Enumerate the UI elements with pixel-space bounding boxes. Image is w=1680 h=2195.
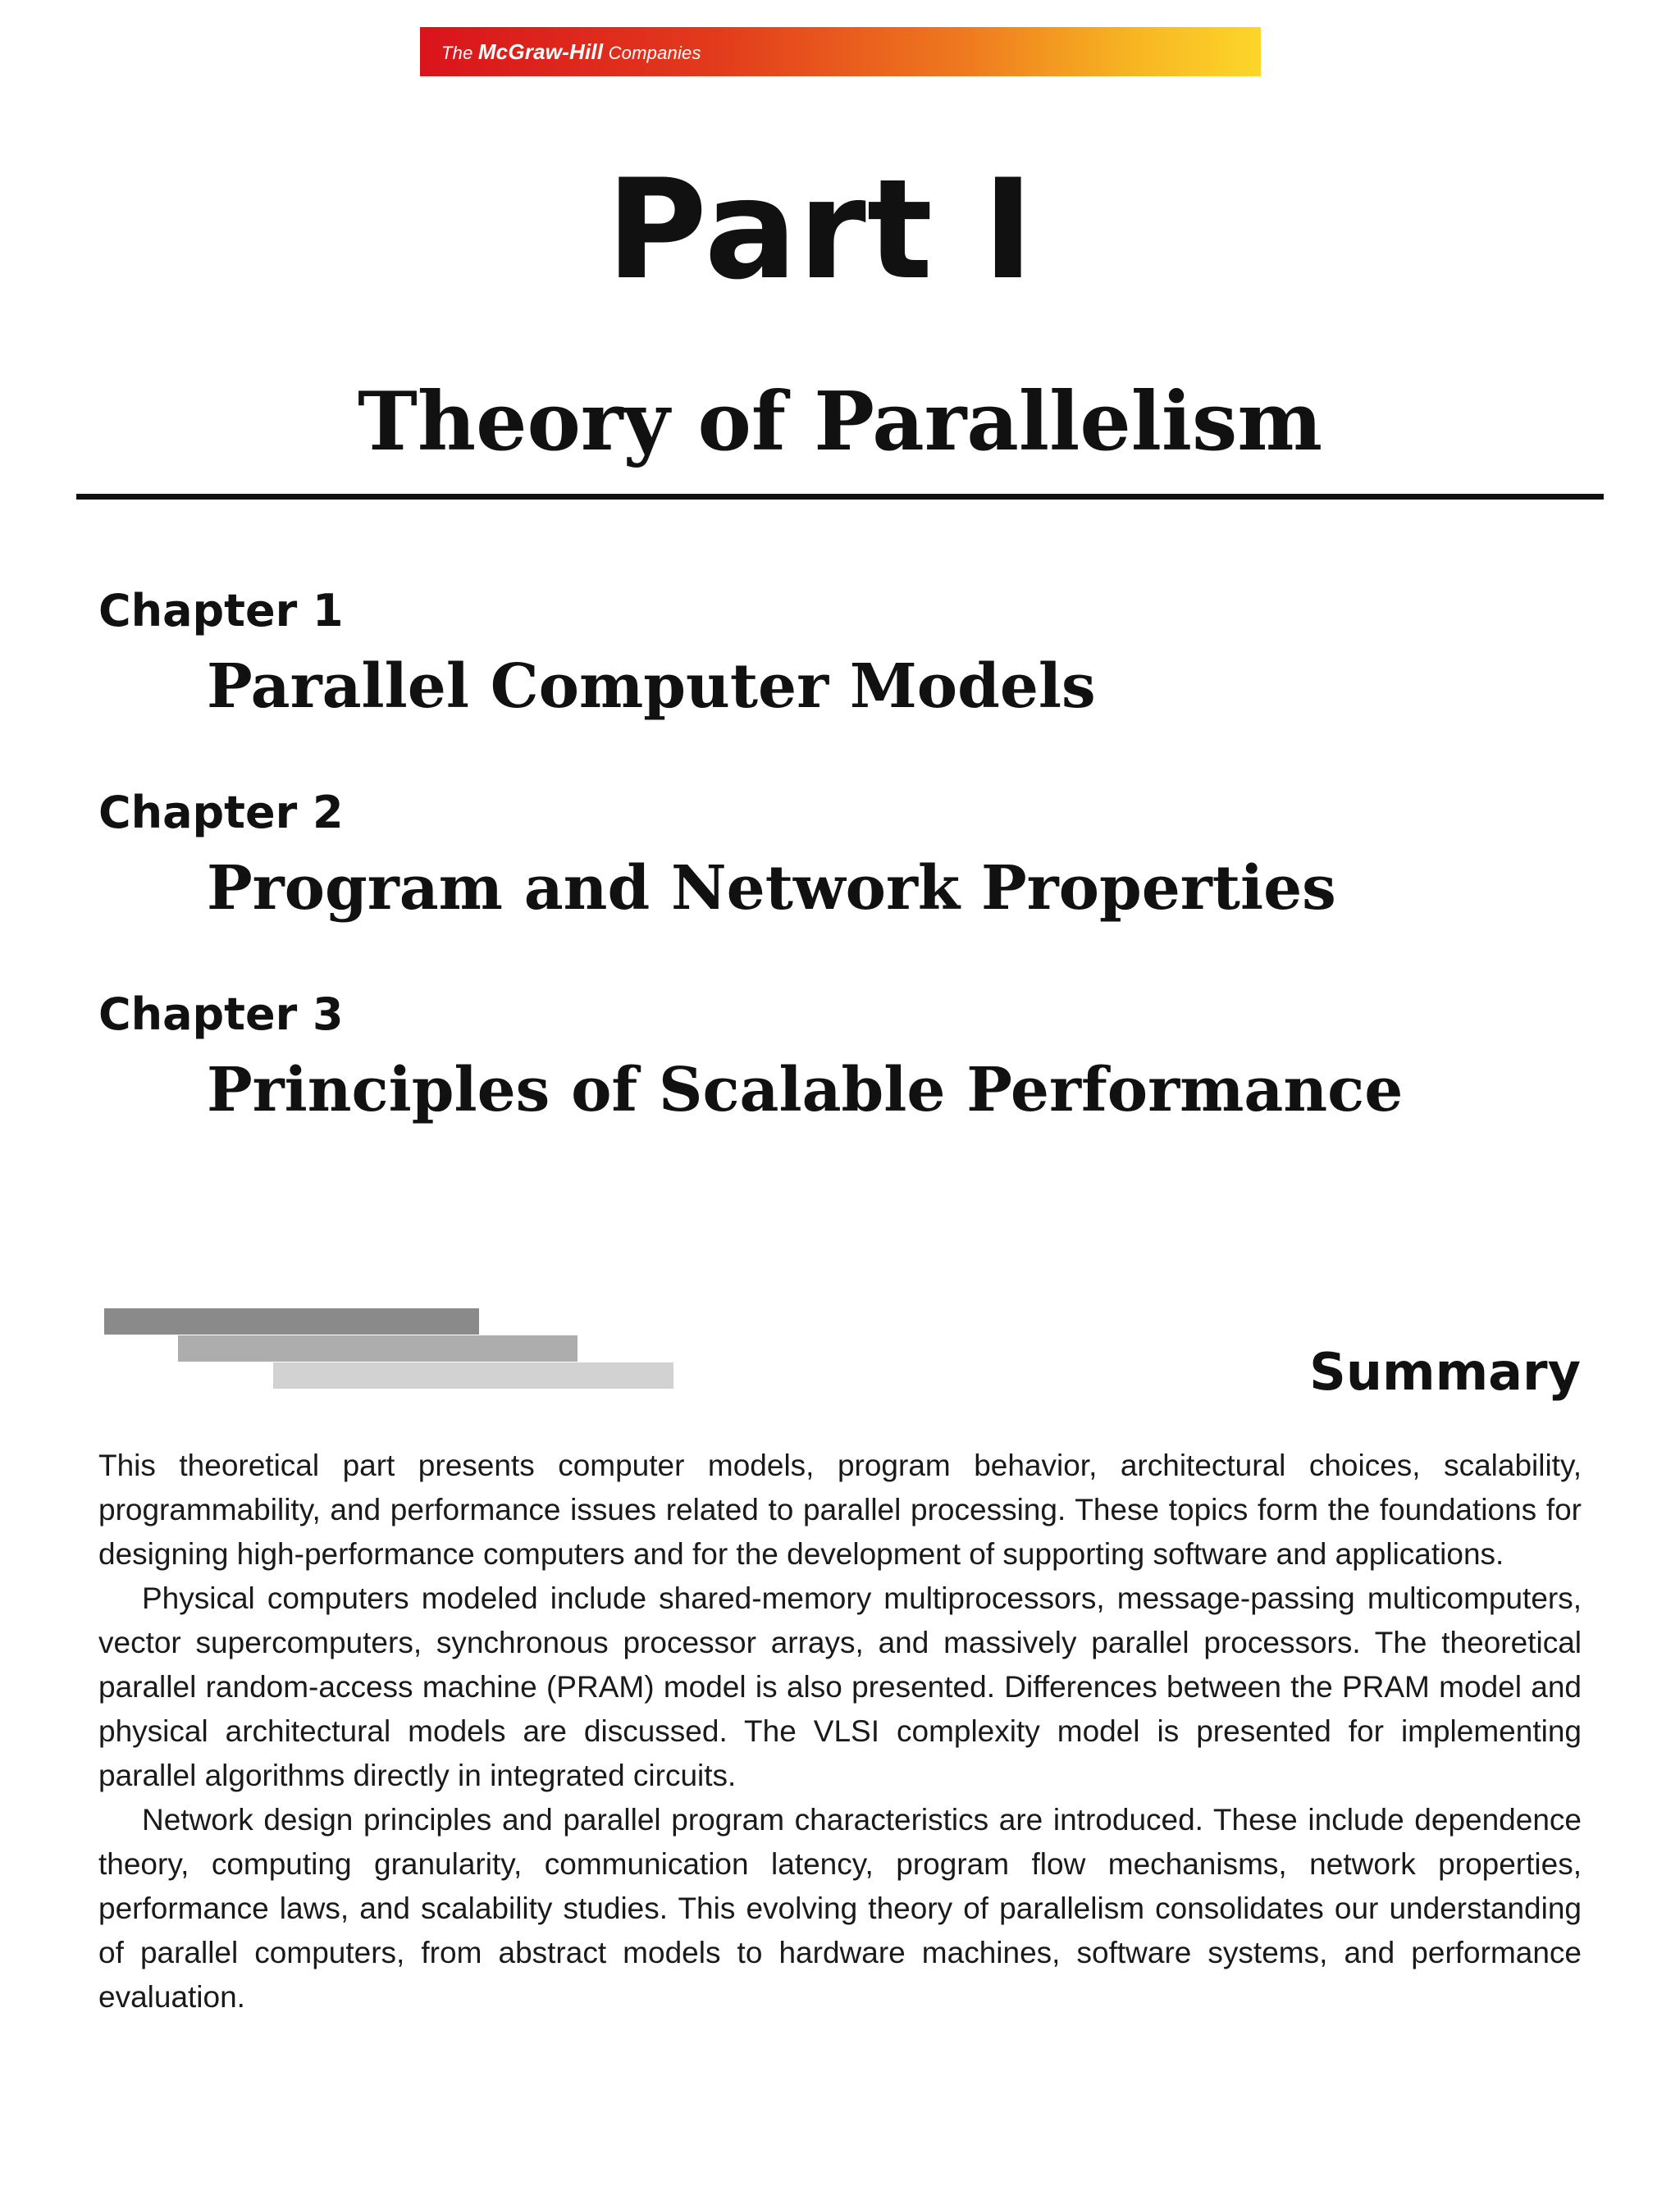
publisher-logo: The McGraw-Hill Companies — [441, 39, 701, 64]
summary-body — [98, 1444, 1582, 2019]
chapter-entry-1 — [98, 582, 1616, 723]
summary-heading: Summary — [1309, 1342, 1581, 1402]
chapter-title: Program and Network Properties — [207, 853, 1336, 924]
summary-paragraph-3: Network design principles and parallel program characteristics are introduced. These include dependence theory, computing granularity, communication latency, program flow mechanisms, network properties, performance laws, and scalability studies. This evolving theory of parallelism consolidates our understanding of parallel computers, from abstract models to hardware machines, software systems, and performance evaluation. — [98, 1803, 1582, 2014]
decorative-bar-medium — [178, 1335, 578, 1362]
chapter-entry-3 — [98, 986, 1616, 1127]
decorative-bar-light — [273, 1362, 673, 1389]
chapter-title: Principles of Scalable Performance — [207, 1055, 1404, 1125]
part-title: Part I — [605, 149, 1035, 310]
summary-paragraph-2: Physical computers modeled include shared-memory multiprocessors, message-passing multicomputers, vector supercomputers, synchronous processor arrays, and massively parallel processors. The theoretical parallel random-access machine (PRAM) model is also presented. Differences between the PRAM model and physical architectural models are discussed. The VLSI complexity model is presented for implementing parallel algorithms directly in integrated circuits. — [98, 1581, 1582, 1792]
summary-paragraph-1: This theoretical part presents computer models, program behavior, architectural choices, scalability, programmability, and performance issues related to parallel processing. These topics form the foundations for designing high-performance computers and for the development of supporting software and applications. — [98, 1449, 1582, 1571]
publisher-banner — [420, 27, 1261, 76]
part-subtitle: Theory of Parallelism — [357, 375, 1323, 469]
chapter-title: Parallel Computer Models — [207, 651, 1096, 722]
chapter-label: Chapter 3 — [98, 988, 344, 1040]
chapter-label: Chapter 1 — [98, 585, 344, 637]
title-divider — [76, 494, 1604, 500]
chapter-entry-2 — [98, 784, 1616, 925]
decorative-bar-dark — [104, 1308, 479, 1335]
chapter-label: Chapter 2 — [98, 787, 344, 838]
